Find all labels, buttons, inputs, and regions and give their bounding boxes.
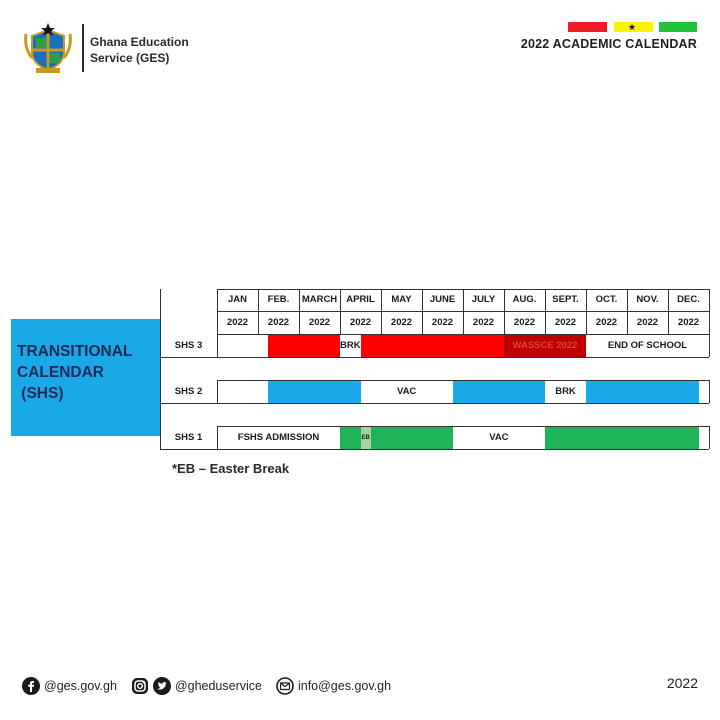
year-header: 2022	[431, 317, 454, 328]
calendar-bar-label: BRK	[340, 340, 361, 351]
facebook-handle: @ges.gov.gh	[44, 679, 117, 693]
grid-line	[709, 334, 710, 357]
month-header: NOV.	[636, 294, 659, 305]
document-title: 2022 ACADEMIC CALENDAR	[520, 37, 697, 51]
calendar-bar	[268, 335, 340, 357]
grid-line	[160, 449, 217, 450]
grid-line	[160, 403, 217, 404]
year-header: 2022	[226, 317, 249, 328]
year-header: 2022	[554, 317, 577, 328]
facebook-icon	[22, 677, 40, 695]
social-contact[interactable]	[131, 677, 262, 695]
calendar-bar	[371, 427, 453, 449]
year-header: 2022	[472, 317, 495, 328]
social-handle: @gheduservice	[174, 679, 262, 693]
grid-line	[217, 334, 218, 357]
easter-break-footnote: *EB – Easter Break	[172, 461, 290, 476]
grid-line	[217, 380, 709, 381]
year-header: 2022	[308, 317, 331, 328]
calendar-bar	[586, 381, 699, 403]
year-header: 2022	[677, 317, 700, 328]
calendar-bar	[361, 335, 505, 357]
calendar-bar-label: FSHS ADMISSION	[237, 432, 320, 443]
organization-name	[90, 34, 189, 66]
calendar-bar-label: WASSCE 2022	[512, 340, 578, 351]
month-header: FEB.	[267, 294, 290, 305]
calendar-bar-label: END OF SCHOOL	[607, 340, 688, 351]
row-label: SHS 3	[174, 340, 203, 351]
calendar-bar-label: BRK	[555, 386, 576, 397]
twitter-icon	[153, 677, 171, 695]
grid-line	[217, 426, 709, 427]
calendar-bar	[340, 427, 361, 449]
calendar-bar-label: EB	[361, 435, 370, 441]
row-label: SHS 1	[174, 432, 203, 443]
month-header: AUG.	[512, 294, 537, 305]
org-name-line1: Ghana Education	[90, 35, 189, 49]
header-divider	[82, 24, 84, 72]
transitional-calendar-panel	[11, 319, 160, 436]
year-header: 2022	[513, 317, 536, 328]
grid-line	[709, 380, 710, 403]
grid-line	[217, 403, 709, 404]
org-name-line2: Service (GES)	[90, 51, 170, 65]
grid-line	[217, 449, 709, 450]
grid-line	[160, 289, 161, 449]
month-header: MARCH	[301, 294, 338, 305]
instagram-icon	[131, 677, 149, 695]
month-header: SEPT.	[552, 294, 579, 305]
grid-line	[217, 334, 709, 335]
flag-stripe-green	[659, 22, 697, 32]
academic-calendar-table	[160, 289, 709, 450]
calendar-bar	[545, 427, 699, 449]
ghana-coat-of-arms-logo	[22, 22, 74, 74]
year-header: 2022	[349, 317, 372, 328]
grid-line	[160, 357, 217, 358]
year-header: 2022	[636, 317, 659, 328]
email-contact[interactable]	[276, 677, 391, 695]
calendar-bar-label: VAC	[489, 432, 509, 443]
star-icon: ★	[628, 22, 637, 32]
row-label: SHS 2	[174, 386, 203, 397]
footer-contacts	[22, 676, 405, 696]
month-header: OCT.	[595, 294, 618, 305]
grid-line	[217, 357, 709, 358]
grid-line	[217, 426, 218, 449]
month-header: APRIL	[346, 294, 375, 305]
month-header: JAN	[227, 294, 247, 305]
month-header: DEC.	[677, 294, 700, 305]
email-address: info@ges.gov.gh	[297, 679, 392, 693]
email-icon	[276, 677, 294, 695]
facebook-contact[interactable]	[22, 677, 117, 695]
transitional-calendar-label: TRANSITIONAL CALENDAR (SHS)	[17, 343, 133, 402]
calendar-bar-label: VAC	[396, 386, 417, 397]
year-header: 2022	[390, 317, 413, 328]
grid-line	[709, 289, 710, 334]
flag-stripe-red	[568, 22, 607, 32]
grid-line	[217, 380, 218, 403]
grid-line	[709, 426, 710, 449]
month-header: JUNE	[429, 294, 456, 305]
month-header: MAY	[391, 294, 412, 305]
calendar-bar	[453, 381, 545, 403]
calendar-bar	[268, 381, 360, 403]
year-header: 2022	[267, 317, 290, 328]
footer-year: 2022	[666, 675, 698, 691]
year-header: 2022	[595, 317, 618, 328]
month-header: JULY	[471, 294, 496, 305]
